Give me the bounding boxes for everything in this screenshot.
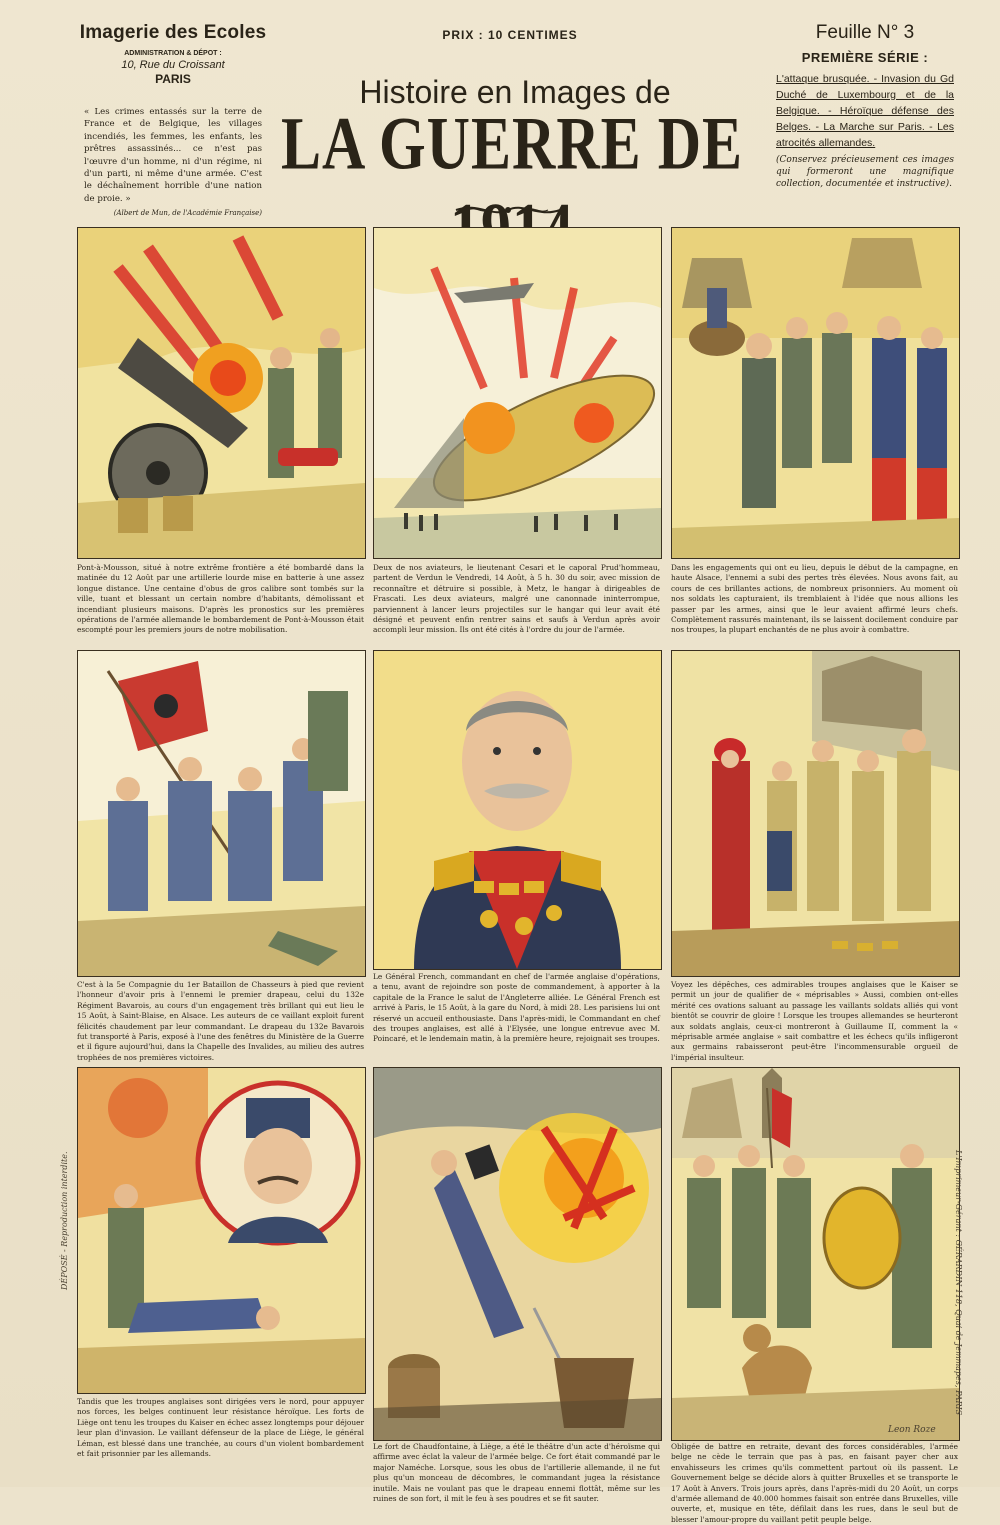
series-contents: L'attaque brusquée. - Invasion du Gd Duché de Luxembourg et de la Belgique. - Héroïque défense des Belges. - La Marche sur Paris. - Les atrocités allemandes. [776, 73, 954, 149]
caption-6: Voyez les dépêches, ces admirables troupes anglaises que le Kaiser se permit un jour de qualifier de « méprisables » Aussi, combien ont-elles mérité ces ovations saluant au passage les vaillants soldats alliés qui vont bientôt se couvrir de gloire ! Lorsque les troupes allemandes se heurteront aux soldats anglais, ceux-ci montreront à Guillaume II, comment la « méprisable armée anglaise » sait combattre et les échecs qu'ils infligeront aux germains rabaisseront peut-être l'incommensurable orgueil de l'impérial insulteur. [671, 980, 958, 1062]
sheet-number: Feuille N° 3 [815, 22, 915, 43]
copyright-notice: DÉPOSÉ - Reproduction interdite. [60, 1151, 69, 1290]
publisher-block [78, 22, 268, 86]
panel-prisoners-illustration [671, 227, 960, 559]
panel-english-troops-illustration [671, 650, 960, 977]
title-ornament [448, 200, 568, 220]
publisher-address: 10, Rue du Croissant [121, 59, 225, 71]
panel-artillery-illustration [77, 227, 366, 559]
publisher-city: PARIS [155, 72, 191, 86]
caption-9: Obligée de battre en retraite, devant des forces considérables, l'armée belge ne cède le terrain que pas à pas, en faisant payer cher aux envahisseurs les crimes qu'ils commettent partout où ils passent. Le Gouvernement belge se décide alors à quitter Bruxelles et se transporte le 17 Août à Anvers. Trois jours après, dans l'après-midi du 20 Août, un corps d'armée allemand de 40.000 hommes faisait son entrée dans Bruxelles, ville ouverte, et, musique en tête, défilait dans les rues, dans le seul but de blesser l'amour-propre du vaillant petit peuple belge. [671, 1442, 958, 1524]
panel-general-french-portrait [373, 650, 662, 970]
admin-label: ADMINISTRATION & DÉPOT : [124, 50, 222, 57]
publisher-name: Imagerie des Ecoles [79, 22, 267, 43]
caption-2: Deux de nos aviateurs, le lieutenant Cesari et le caporal Prud'hommeau, partent de Verdun le Vendredi, 14 Août, à 5 h. 30 du soir, avec mission de reconnaître et détruire si possible, à Metz, le hangar à dirigeables de Frascati. Les deux aviateurs, malgré une canonnade ininterrompue, parviennent à lancer leurs projectiles sur le hangar qui leur avait été désigné et peuvent enfin rentrer sains et saufs à Verdun après avoir accompli leur mission. Ils ont été cités à l'ordre du jour de l'armée. [373, 563, 660, 635]
artist-signature: Leon Roze [888, 1425, 936, 1435]
epigraph-author: (Albert de Mun, de l'Académie Française) [113, 209, 262, 217]
epigraph-quote: « Les crimes entassés sur la terre de France et de Belgique, les villages incendiés, les femmes, les enfants, les prêtres assassinés... ce n'est pas l'œuvre d'un homme, ni d'un régime, ni d'un parti, ni même d'une armée. C'est le déchaînement horrible d'une nation de proie. » [84, 107, 262, 204]
panel-brussels-entry-illustration [671, 1067, 960, 1441]
title-line-1: Histoire en Images de [359, 74, 671, 110]
panel-general-leman-illustration [77, 1067, 366, 1394]
panel-flag-capture-illustration [77, 650, 366, 977]
panel-fort-explosion-illustration [373, 1067, 662, 1441]
caption-7: Tandis que les troupes anglaises sont dirigées vers le nord, pour appuyer nos forces, les belges continuent leur résistance héroïque. Les forts de Liège ont tenu les troupes du Kaiser en échec assez longtemps pour déjouer leur plan d'invasion. Le vaillant défenseur de la place de Liège, le général Léman, est blessé dans une tranchée, au cours d'un violent bombardement et fait prisonnier par les allemands. [77, 1397, 364, 1459]
title-line-2: LA GUERRE DE [280, 102, 744, 185]
printer-notice: L'Imprimeur-Gérant : GÉRARDIN 118, Quai de Jemmapes, PARIS [954, 1150, 963, 1416]
caption-5: Le Général French, commandant en chef de l'armée anglaise d'opérations, a tenu, avant de rejoindre son poste de commandement, à apporter à la capitale de la France le salut de l'Angleterre alliée. Le Général French est arrivé à Paris, le 15 Août, à la gare du Nord, à midi 28. Les parisiens lui ont réservé un accueil enthousiaste. Dans l'après-midi, le Commandant en chef des troupes anglaises, est allé à l'Elysée, une longue entrevue avec M. Poincaré, et le lendemain matin, à la première heure, rejoignait ses troupes. [373, 972, 660, 1044]
caption-4: C'est à la 5e Compagnie du 1er Bataillon de Chasseurs à pied que revient l'honneur d'avoir pris à l'ennemi le premier drapeau, celui du 132e Régiment Bavarois, au cours d'un engagement très brillant qui eut lieu le 15 Août, à Saint-Blaise, en Alsace. Les auteurs de ce vaillant exploit furent félicités chaudement par leur commandant. Le drapeau du 132e Bavarois fut transporté à Paris, exposé à l'une des fenêtres du Ministère de la Guerre et il figure aujourd'hui, dans la Chapelle des Invalides, au milieu des autres trophées de nos premières victoires. [77, 980, 364, 1062]
collection-note: (Conservez précieusement ces images qui formeront une magnifique collection, documentée et instructive). [776, 155, 954, 189]
caption-8: Le fort de Chaudfontaine, à Liège, a été le théâtre d'un acte d'héroïsme qui affirme avec éclat la valeur de l'armée belge. Ce fort était commandé par le major Naméche. Lorsque, sous les obus de l'artillerie allemande, il ne fut plus qu'un monceau de décombres, le commandant jugea la résistance inutile. Mais ne voulant pas que le drapeau ennemi flottât, même sur les ruines de son fort, il mit le feu à ses poudres et se fit sauter. [373, 1442, 660, 1504]
series-block [776, 22, 954, 190]
caption-1: Pont-à-Mousson, situé à notre extrême frontière a été bombardé dans la matinée du 12 Août par une artillerie lourde mise en batterie à une assez longue distance. Une centaine d'obus de gros calibre sont tombés sur la ville, tuant et blessant un certain nombre d'habitants, démolissant et incendiant plusieurs maisons. D'après les pronostics sur les premières opérations de l'armée allemande le bombardement de Pont-à-Mousson était escompté pour les premiers jours de notre mobilisation. [77, 563, 364, 635]
series-label: PREMIÈRE SÉRIE : [801, 50, 929, 65]
caption-3: Dans les engagements qui ont eu lieu, depuis le début de la campagne, en haute Alsace, l'ennemi a subi des pertes très élevées. Nous avons fait, au cours de ces brillantes actions, de nombreux prisonniers. Au moment où nos soldats les capturaient, ils tremblaient à l'idée que nous allions les passer par les armes, ainsi que le leur avaient affirmé leurs chefs. Complètement rassurés maintenant, ils se laissent docilement conduire par nos troupes, la plupart enchantés de ne plus avoir à combattre. [671, 563, 958, 635]
price-label: PRIX : 10 CENTIMES [442, 28, 578, 42]
panel-airship-illustration [373, 227, 662, 559]
